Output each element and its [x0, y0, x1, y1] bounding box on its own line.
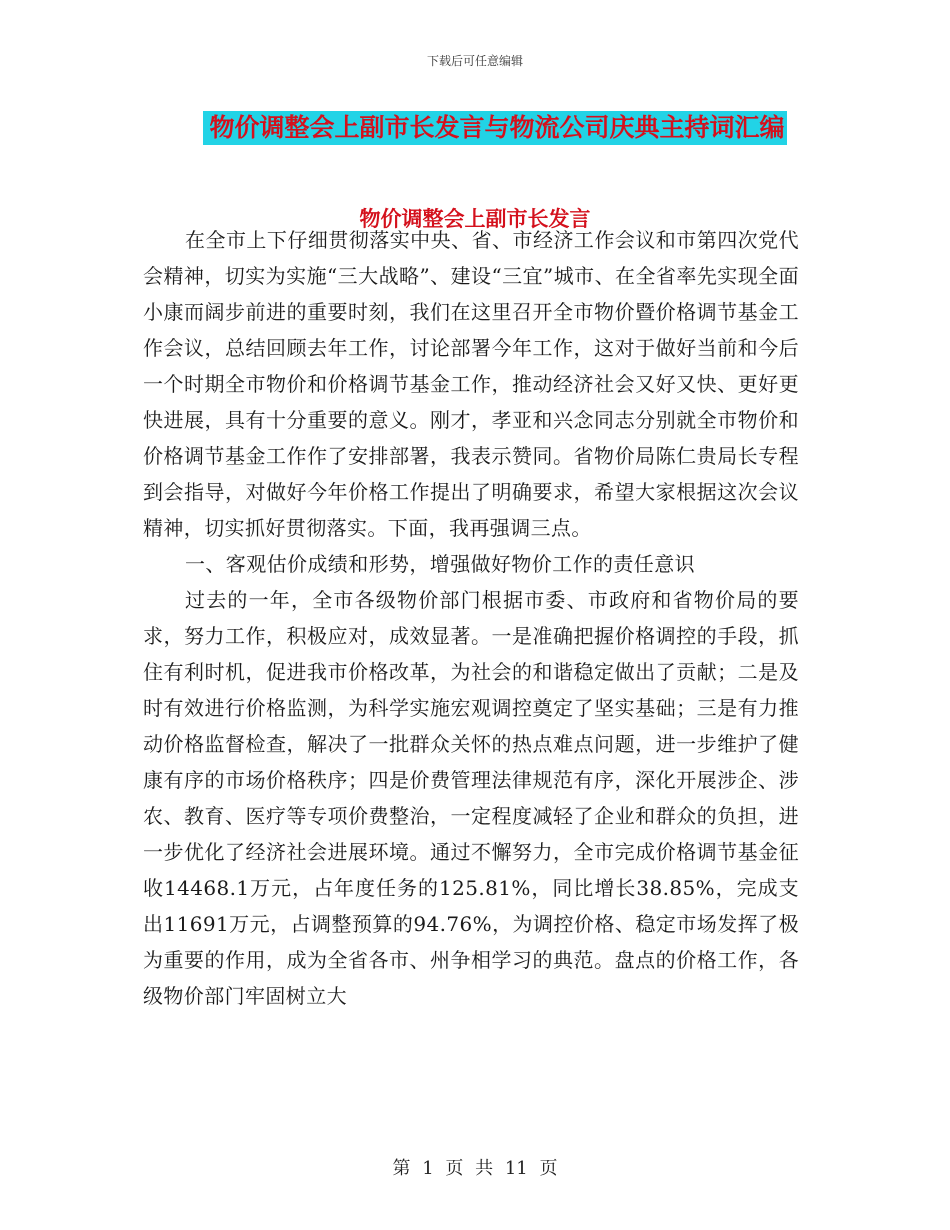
body-text: [143, 222, 799, 1014]
paragraph: 在全市上下仔细贯彻落实中央、省、市经济工作会议和市第四次党代会精神，切实为实施“三大战略”、建设“三宜”城市、在全省率先实现全面小康而阔步前进的重要时刻，我们在这里召开全市物价暨价格调节基金工作会议，总结回顾去年工作，讨论部署今年工作，这对于做好当前和今后一个时期全市物价和价格调节基金工作，推动经济社会又好又快、更好更快进展，具有十分重要的意义。刚才，孝亚和兴念同志分别就全市物价和价格调节基金工作作了安排部署，我表示赞同。省物价局陈仁贵局长专程到会指导，对做好今年价格工作提出了明确要求，希望大家根据这次会议精神，切实抓好贯彻落实。下面，我再强调三点。: [143, 228, 799, 540]
paragraph: 过去的一年，全市各级物价部门根据市委、市政府和省物价局的要求，努力工作，积极应对，成效显著。一是准确把握价格调控的手段，抓住有利时机，促进我市价格改革，为社会的和谐稳定做出了贡献；二是及时有效进行价格监测，为科学实施宏观调控奠定了坚实基础；三是有力推动价格监督检查，解决了一批群众关怀的热点难点问题，进一步维护了健康有序的市场价格秩序；四是价费管理法律规范有序，深化开展涉企、涉农、教育、医疗等专项价费整治，一定程度减轻了企业和群众的负担，进一步优化了经济社会进展环境。通过不懈努力，全市完成价格调节基金征收14468.1万元，占年度任务的125.81%，同比增长38.85%，完成支出11691万元，占调整预算的94.76%，为调控价格、稳定市场发挥了极为重要的作用，成为全省各市、州争相学习的典范。盘点的价格工作，各级物价部门牢固树立大: [143, 588, 799, 1008]
document-title-container: [0, 111, 950, 145]
page-header-note: 下载后可任意编辑: [426, 54, 523, 68]
page-number-footer: 第 1 页 共 11 页: [392, 1158, 558, 1179]
section-heading-paragraph: 一、客观估价成绩和形势，增强做好物价工作的责任意识: [185, 552, 695, 576]
section-title: 物价调整会上副市长发言: [359, 206, 591, 231]
document-title: 物价调整会上副市长发言与物流公司庆典主持词汇编: [203, 111, 786, 145]
